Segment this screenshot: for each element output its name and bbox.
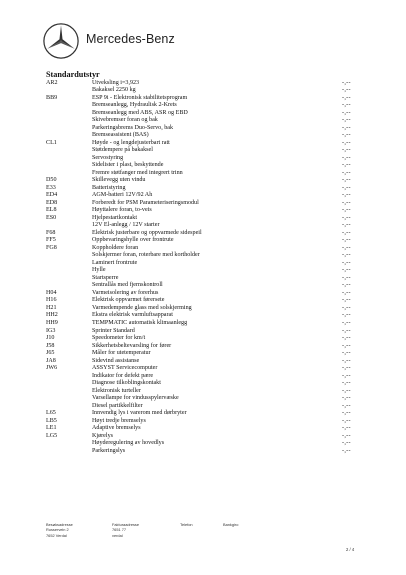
- visit-address-street: Russervein 2: [46, 527, 69, 533]
- equipment-code: D50: [46, 177, 57, 184]
- phone-label: Telefon: [180, 522, 193, 527]
- equipment-row: [46, 87, 360, 95]
- equipment-price: -,--: [342, 380, 351, 387]
- equipment-description: Varmedempende glass med solskjerming: [92, 304, 192, 311]
- equipment-price: -,--: [342, 274, 351, 281]
- equipment-description: Høyderegulering av hovedlys: [92, 440, 165, 447]
- equipment-row: [46, 155, 360, 163]
- equipment-row: [46, 433, 360, 441]
- equipment-price: -,--: [342, 222, 351, 229]
- equipment-price: -,--: [342, 109, 351, 116]
- equipment-price: -,--: [342, 365, 351, 372]
- equipment-description: Varmeisolering av forerhus: [92, 289, 159, 296]
- equipment-price: -,--: [342, 320, 351, 326]
- equipment-description: Ekstra elektrisk varmluftsapparat: [92, 312, 173, 319]
- equipment-row: [46, 177, 360, 185]
- equipment-code: IG3: [46, 327, 56, 334]
- visit-address: [46, 522, 73, 538]
- equipment-description: Høyttalere foran, to-veis: [92, 207, 152, 214]
- equipment-price: -,--: [342, 447, 351, 454]
- equipment-price: -,--: [342, 147, 351, 154]
- equipment-row: [46, 170, 360, 178]
- equipment-row: [46, 297, 360, 305]
- equipment-description: Sidelister i plast, beskyttende: [92, 162, 164, 169]
- equipment-code: FG8: [46, 244, 57, 251]
- equipment-price: -,--: [342, 440, 351, 447]
- equipment-description: Diesel partikkelfilter: [92, 402, 143, 409]
- visit-address-city: 7652 Verdal: [46, 532, 67, 538]
- equipment-price: -,--: [342, 199, 351, 206]
- equipment-code: HH2: [46, 312, 58, 319]
- equipment-code: LB5: [46, 417, 57, 424]
- equipment-row: [46, 125, 360, 133]
- equipment-price: -,--: [342, 357, 351, 364]
- invoice-address-city: verdal: [112, 532, 123, 538]
- equipment-price: -,--: [342, 335, 351, 342]
- equipment-price: -,--: [342, 94, 351, 101]
- equipment-row: [46, 222, 360, 230]
- equipment-price: -,--: [342, 402, 351, 409]
- equipment-price: -,--: [342, 184, 351, 191]
- equipment-description: Utveksling i=3,923: [92, 79, 140, 86]
- equipment-code: L65: [46, 410, 56, 417]
- equipment-list: [46, 80, 360, 456]
- equipment-row: [46, 215, 360, 223]
- equipment-row: [46, 312, 360, 320]
- equipment-row: [46, 335, 360, 343]
- equipment-code: J58: [46, 342, 55, 349]
- equipment-price: -,--: [342, 192, 351, 199]
- page-number: 2 / 4: [346, 547, 355, 552]
- equipment-code: LG5: [46, 432, 58, 439]
- invoice-address: [112, 522, 139, 538]
- equipment-price: -,--: [342, 395, 351, 402]
- equipment-code: FF5: [46, 237, 56, 244]
- equipment-description: TEMPMATIC automatisk klimaanlegg: [92, 320, 188, 326]
- equipment-price: -,--: [342, 79, 351, 86]
- equipment-description: Forberedt for PSM Parameteriseringsmodul: [92, 199, 199, 206]
- equipment-row: [46, 395, 360, 403]
- equipment-description: Diagnose tilkoblingskontakt: [92, 380, 161, 387]
- invoice-address-box: 7651 77: [112, 527, 127, 533]
- equipment-code: ED4: [46, 192, 58, 199]
- equipment-price: -,--: [342, 102, 351, 109]
- equipment-code: JA8: [46, 357, 56, 364]
- equipment-code: H21: [46, 304, 57, 311]
- equipment-description: Bremseassistent (BAS): [92, 132, 149, 139]
- equipment-description: Parkeringsbrems Duo-Servo, bak: [92, 124, 174, 131]
- equipment-row: [46, 373, 360, 381]
- equipment-description: Høyde - og lengdejusterbart ratt: [92, 139, 170, 146]
- equipment-row: [46, 328, 360, 336]
- equipment-description: Bremseanlegg, Hydraulisk 2-Krets: [92, 102, 177, 109]
- equipment-row: [46, 343, 360, 351]
- equipment-price: -,--: [342, 252, 351, 259]
- equipment-description: Adaptive bremselys: [92, 425, 141, 432]
- equipment-price: -,--: [342, 342, 351, 349]
- equipment-price: -,--: [342, 139, 351, 146]
- equipment-description: Parkeringslys: [92, 447, 126, 454]
- equipment-description: Batteristyring: [92, 184, 126, 191]
- equipment-price: -,--: [342, 372, 351, 379]
- equipment-description: Solskjermer foran, roterbare med kortholder: [92, 252, 200, 259]
- equipment-description: Speedometer for km/t: [92, 335, 146, 342]
- equipment-description: Fremre støtfanger med integrert trinn: [92, 169, 183, 176]
- equipment-code: E33: [46, 184, 56, 191]
- equipment-code: J65: [46, 350, 55, 357]
- section-title: Standardutstyr: [46, 70, 100, 79]
- equipment-row: [46, 252, 360, 260]
- equipment-price: -,--: [342, 169, 351, 176]
- equipment-description: Sentrallås med fjernskontroll: [92, 282, 163, 289]
- equipment-price: -,--: [342, 350, 351, 357]
- equipment-row: [46, 80, 360, 88]
- equipment-price: -,--: [342, 244, 351, 251]
- equipment-description: Servostyring: [92, 154, 124, 161]
- equipment-row: [46, 448, 360, 456]
- equipment-price: -,--: [342, 154, 351, 161]
- equipment-code: LE1: [46, 425, 57, 432]
- equipment-row: [46, 410, 360, 418]
- equipment-row: [46, 282, 360, 290]
- equipment-price: -,--: [342, 259, 351, 266]
- equipment-description: Koppholdere foran: [92, 244, 139, 251]
- equipment-price: -,--: [342, 117, 351, 124]
- equipment-description: 12V El-anlegg / 12V starter: [92, 222, 160, 229]
- equipment-price: -,--: [342, 237, 351, 244]
- equipment-price: -,--: [342, 297, 351, 304]
- equipment-price: -,--: [342, 425, 351, 432]
- equipment-description: Startsperre: [92, 274, 119, 281]
- equipment-description: Elektrisk oppvarmet førersete: [92, 297, 165, 304]
- equipment-description: Støtdempere på bakaksel: [92, 147, 153, 154]
- equipment-description: Sprinter Standard: [92, 327, 135, 334]
- bank-label: Bankgiro: [223, 522, 239, 527]
- equipment-description: Høyt tredje bremselys: [92, 417, 146, 424]
- equipment-description: ESP 9i - Elektronisk stabilitetsprogram: [92, 94, 188, 101]
- equipment-code: BB9: [46, 94, 58, 101]
- equipment-price: -,--: [342, 177, 351, 184]
- equipment-price: -,--: [342, 162, 351, 169]
- equipment-row: [46, 102, 360, 110]
- visit-address-label: Besøksadresse: [46, 522, 73, 527]
- equipment-description: Kjørelys: [92, 432, 113, 439]
- equipment-row: [46, 207, 360, 215]
- equipment-row: [46, 110, 360, 118]
- equipment-code: HH9: [46, 320, 58, 326]
- equipment-row: [46, 237, 360, 245]
- equipment-description: Hjelpestartkontakt: [92, 214, 138, 221]
- equipment-row: [46, 95, 360, 103]
- equipment-code: EL8: [46, 207, 57, 214]
- equipment-row: [46, 350, 360, 358]
- equipment-price: -,--: [342, 410, 351, 417]
- equipment-row: [46, 132, 360, 140]
- equipment-code: ES0: [46, 214, 57, 221]
- equipment-description: Varsellampe for vindusspylervæske: [92, 395, 179, 402]
- equipment-code: CL1: [46, 139, 57, 146]
- equipment-row: [46, 117, 360, 125]
- equipment-price: -,--: [342, 417, 351, 424]
- equipment-description: Måler for utetemperatur: [92, 350, 151, 357]
- document-header: [42, 22, 242, 64]
- equipment-description: Sikkerhetsbeltevarsling for fører: [92, 342, 172, 349]
- equipment-price: -,--: [342, 304, 351, 311]
- equipment-description: Hylle: [92, 267, 106, 274]
- equipment-description: AGM-batteri 12V/92 Ah: [92, 192, 153, 199]
- equipment-code: H04: [46, 289, 57, 296]
- equipment-price: -,--: [342, 289, 351, 296]
- equipment-code: J10: [46, 335, 55, 342]
- equipment-price: -,--: [342, 282, 351, 289]
- equipment-row: [46, 403, 360, 411]
- equipment-price: -,--: [342, 327, 351, 334]
- equipment-row: [46, 440, 360, 448]
- equipment-description: Innvendig lys i varerom med dørbryter: [92, 410, 187, 417]
- equipment-description: Skivebremser foran og bak: [92, 117, 158, 124]
- equipment-row: [46, 192, 360, 200]
- brand-name: Mercedes-Benz: [86, 32, 175, 46]
- equipment-row: [46, 425, 360, 433]
- equipment-row: [46, 140, 360, 148]
- equipment-code: JW6: [46, 365, 58, 372]
- equipment-price: -,--: [342, 87, 351, 94]
- equipment-row: [46, 320, 360, 328]
- equipment-price: -,--: [342, 229, 351, 236]
- equipment-description: Bremseanlegg med ABS, ASR og EBD: [92, 109, 188, 116]
- equipment-price: -,--: [342, 432, 351, 439]
- equipment-description: ASSYST Servicecomputer: [92, 365, 158, 372]
- equipment-description: Oppbevaringshylle over frontrute: [92, 237, 174, 244]
- equipment-price: -,--: [342, 267, 351, 274]
- equipment-price: -,--: [342, 132, 351, 139]
- equipment-row: [46, 365, 360, 373]
- equipment-description: Sidevind assistanse: [92, 357, 140, 364]
- equipment-description: Elektrisk justerbare og oppvarmede sidespeil: [92, 229, 202, 236]
- equipment-description: Indikator for defekt pære: [92, 372, 154, 379]
- equipment-price: -,--: [342, 387, 351, 394]
- equipment-row: [46, 147, 360, 155]
- equipment-row: [46, 162, 360, 170]
- equipment-description: Skillevegg uten vindu: [92, 177, 146, 184]
- equipment-code: AR2: [46, 79, 58, 86]
- equipment-code: F68: [46, 229, 56, 236]
- equipment-description: Elektronisk turteller: [92, 387, 141, 394]
- equipment-price: -,--: [342, 207, 351, 214]
- mercedes-star-logo: [42, 22, 80, 60]
- equipment-row: [46, 358, 360, 366]
- equipment-code: H16: [46, 297, 57, 304]
- equipment-code: ED8: [46, 199, 58, 206]
- equipment-row: [46, 380, 360, 388]
- equipment-price: -,--: [342, 214, 351, 221]
- equipment-description: Laminert frontrute: [92, 259, 138, 266]
- equipment-price: -,--: [342, 124, 351, 131]
- invoice-address-label: Fakturaadresse: [112, 522, 140, 527]
- equipment-row: [46, 418, 360, 426]
- equipment-row: [46, 185, 360, 193]
- equipment-description: Bakaksel 2250 kg: [92, 87, 136, 94]
- equipment-price: -,--: [342, 312, 351, 319]
- equipment-row: [46, 260, 360, 268]
- equipment-row: [46, 267, 360, 275]
